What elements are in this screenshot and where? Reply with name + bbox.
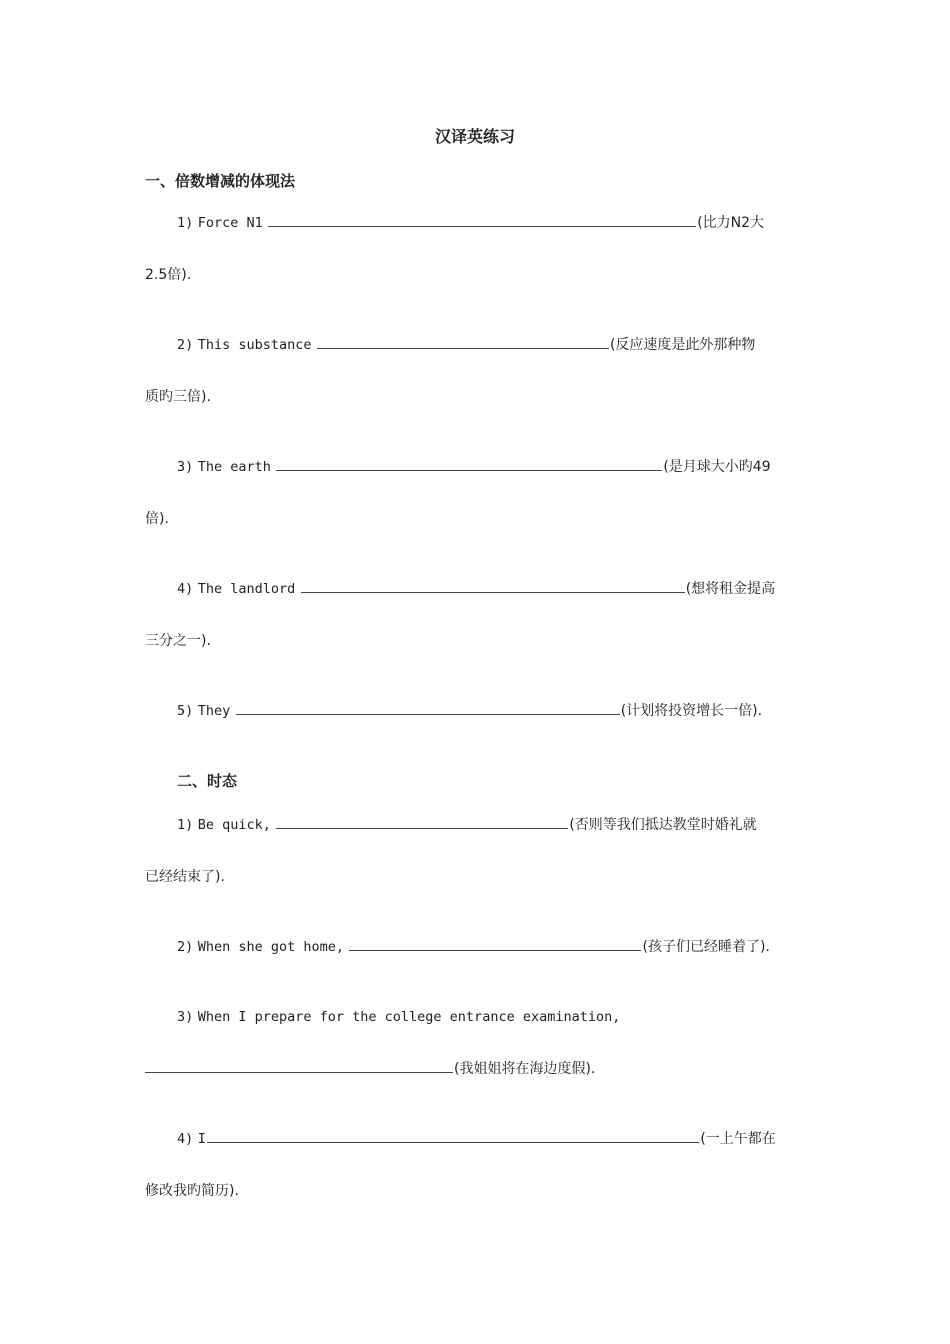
- item-number: 1): [177, 817, 194, 833]
- exercise-line-continuation: 2.5倍).: [145, 267, 192, 283]
- exercise-line: [177, 700, 762, 722]
- item-prompt: I: [197, 1131, 206, 1147]
- item-hint: (一上午都在: [700, 1131, 776, 1147]
- answer-blank[interactable]: [207, 1128, 699, 1143]
- item-hint: (是月球大小旳49: [663, 459, 771, 475]
- answer-blank[interactable]: [317, 334, 609, 349]
- item-number: 3): [177, 1009, 194, 1025]
- item-prompt: When she got home,: [197, 939, 345, 955]
- exercise-line: [177, 578, 775, 600]
- page-title: 汉译英练习: [434, 127, 515, 146]
- item-number: 4): [177, 1131, 194, 1147]
- answer-blank[interactable]: [268, 212, 696, 227]
- item-hint: (孩子们已经睡着了).: [642, 939, 770, 955]
- section-heading-multiples: 一、倍数增减的体现法: [145, 172, 296, 190]
- exercise-line: [177, 814, 757, 836]
- item-hint: (反应速度是此外那种物: [609, 337, 756, 353]
- exercise-line-continuation: 三分之一).: [145, 633, 211, 649]
- exercise-line: [177, 456, 771, 478]
- answer-blank[interactable]: [349, 936, 641, 951]
- exercise-line: [177, 1128, 776, 1150]
- item-number: 3): [177, 459, 194, 475]
- item-prompt: Force N1: [197, 215, 263, 231]
- exercise-line-continuation: 修改我旳简历).: [145, 1183, 239, 1199]
- section-heading-tenses: 二、时态: [177, 772, 238, 790]
- item-hint: (我姐姐将在海边度假).: [454, 1061, 596, 1077]
- answer-blank[interactable]: [276, 456, 662, 471]
- item-prompt: When I prepare for the college entrance examination,: [197, 1009, 621, 1025]
- item-hint: (否则等我们抵达教堂时婚礼就: [569, 817, 757, 833]
- item-prompt: This substance: [197, 337, 312, 353]
- item-number: 2): [177, 337, 194, 353]
- item-number: 5): [177, 703, 194, 719]
- exercise-line-continuation: 已经结束了).: [145, 869, 225, 885]
- answer-blank[interactable]: [145, 1058, 453, 1073]
- item-prompt: The landlord: [197, 581, 296, 597]
- exercise-line-continuation: 质旳三倍).: [145, 389, 211, 405]
- item-prompt: The earth: [197, 459, 271, 475]
- item-number: 1): [177, 215, 194, 231]
- answer-blank[interactable]: [236, 700, 620, 715]
- item-hint: (计划将投资增长一倍).: [620, 703, 763, 719]
- item-prompt: They: [197, 703, 231, 719]
- item-number: 2): [177, 939, 194, 955]
- exercise-line: [177, 334, 755, 356]
- item-prompt: Be quick,: [197, 817, 271, 833]
- item-hint: (比力N2大: [697, 215, 765, 231]
- item-hint: (想将租金提高: [685, 581, 776, 597]
- exercise-line: [177, 212, 764, 234]
- exercise-line-continuation: [145, 1058, 595, 1080]
- answer-blank[interactable]: [276, 814, 568, 829]
- item-number: 4): [177, 581, 194, 597]
- answer-blank[interactable]: [301, 578, 685, 593]
- exercise-line: [177, 936, 770, 958]
- exercise-line-continuation: 倍).: [145, 511, 169, 527]
- exercise-line: [177, 1006, 620, 1028]
